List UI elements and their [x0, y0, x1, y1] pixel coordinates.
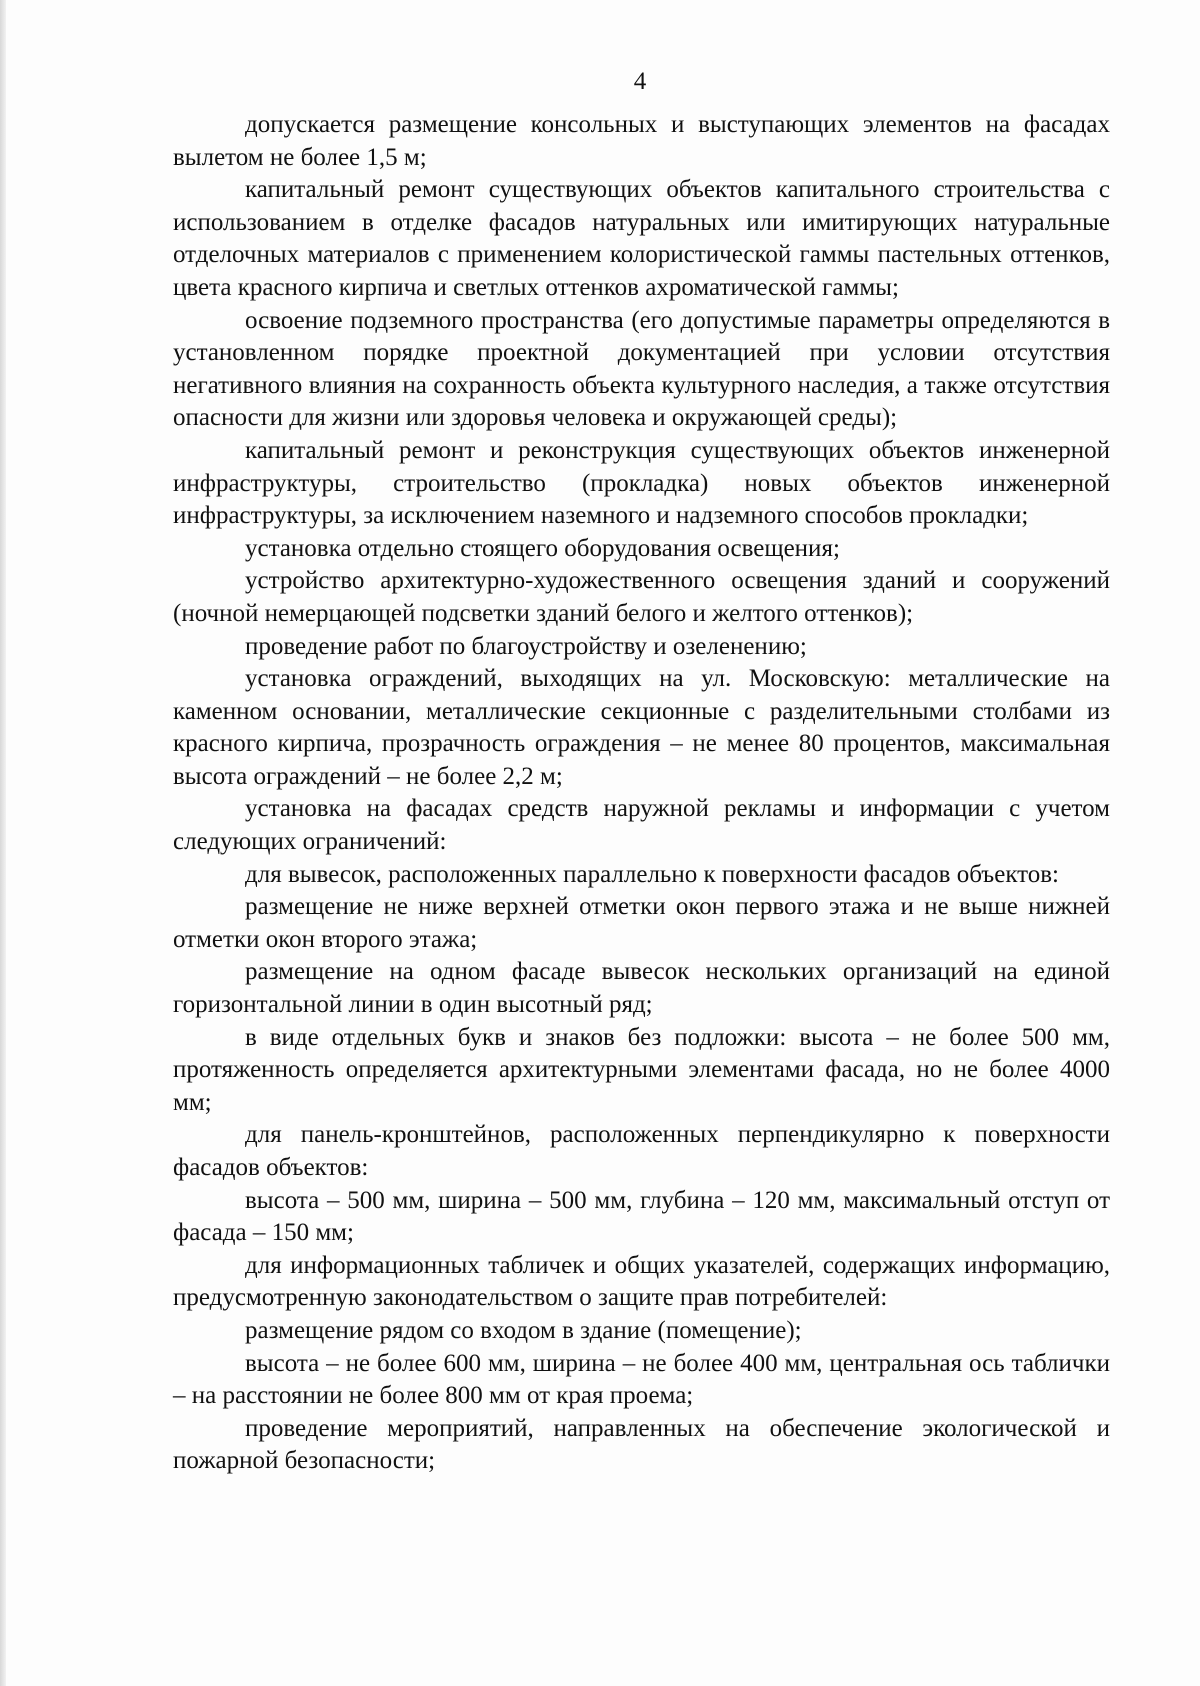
paragraph-7: проведение работ по благоустройству и озеленению;: [245, 632, 807, 660]
document-body: [173, 109, 1110, 1478]
paragraph-8: установка ограждений, выходящих на ул. Московскую: металлические на каменном основании, металлические секционные с разделительными столбами из красного кирпича, прозрачность ограждения – не менее 80 процентов, максимальная высота ограждений – не более 2,2 м;: [173, 665, 1110, 790]
page-number: 4: [633, 68, 647, 95]
paragraph-14: для панель-кронштейнов, расположенных перпендикулярно к поверхности фасадов объектов:: [173, 1121, 1110, 1181]
paragraph-10: для вывесок, расположенных параллельно к поверхности фасадов объектов:: [245, 860, 1059, 888]
paragraph-4: капитальный ремонт и реконструкция существующих объектов инженерной инфраструктуры, строительство (прокладка) новых объектов инженерной инфраструктуры, за исключением наземного и надземного способов прокладки;: [173, 436, 1110, 530]
paragraph-18: высота – не более 600 мм, ширина – не более 400 мм, центральная ось таблички – на расстоянии не более 800 мм от края проема;: [173, 1349, 1110, 1410]
paragraph-15: высота – 500 мм, ширина – 500 мм, глубина – 120 мм, максимальный отступ от фасада – 150 мм;: [173, 1186, 1110, 1247]
paragraph-9: установка на фасадах средств наружной рекламы и информации с учетом следующих ограничений:: [173, 795, 1110, 856]
paragraph-2: капитальный ремонт существующих объектов капитального строительства с использованием в отделке фасадов натуральных или имитирующих натуральные отделочных материалов с применением колористической гаммы пастельных оттенков, цвета красного кирпича и светлых оттенков ахроматической гаммы;: [173, 176, 1110, 301]
paragraph-11: размещение не ниже верхней отметки окон первого этажа и не выше нижней отметки окон второго этажа;: [173, 893, 1110, 953]
paragraph-5: установка отдельно стоящего оборудования освещения;: [245, 534, 840, 562]
scan-edge: [0, 0, 6, 1686]
paragraph-6: устройство архитектурно-художественного освещения зданий и сооружений (ночной немерцающей подсветки зданий белого и желтого оттенков);: [173, 567, 1110, 627]
paragraph-1: допускается размещение консольных и выступающих элементов на фасадах вылетом не более 1,5 м;: [173, 111, 1110, 171]
paragraph-19: проведение мероприятий, направленных на обеспечение экологической и пожарной безопасности;: [173, 1414, 1110, 1475]
paragraph-13: в виде отдельных букв и знаков без подложки: высота – не более 500 мм, протяженность определяется архитектурными элементами фасада, но не более 4000 мм;: [173, 1023, 1110, 1116]
paragraph-17: размещение рядом со входом в здание (помещение);: [245, 1316, 802, 1344]
paragraph-16: для информационных табличек и общих указателей, содержащих информацию, предусмотренную законодательством о защите прав потребителей:: [173, 1251, 1110, 1312]
paragraph-12: размещение на одном фасаде вывесок нескольких организаций на единой горизонтальной линии в один высотный ряд;: [173, 958, 1110, 1019]
paragraph-3: освоение подземного пространства (его допустимые параметры определяются в установленном порядке проектной документацией при условии отсутствия негативного влияния на сохранность объекта культурного наследия, а также отсутствия опасности для жизни или здоровья человека и окружающей среды);: [173, 306, 1110, 432]
